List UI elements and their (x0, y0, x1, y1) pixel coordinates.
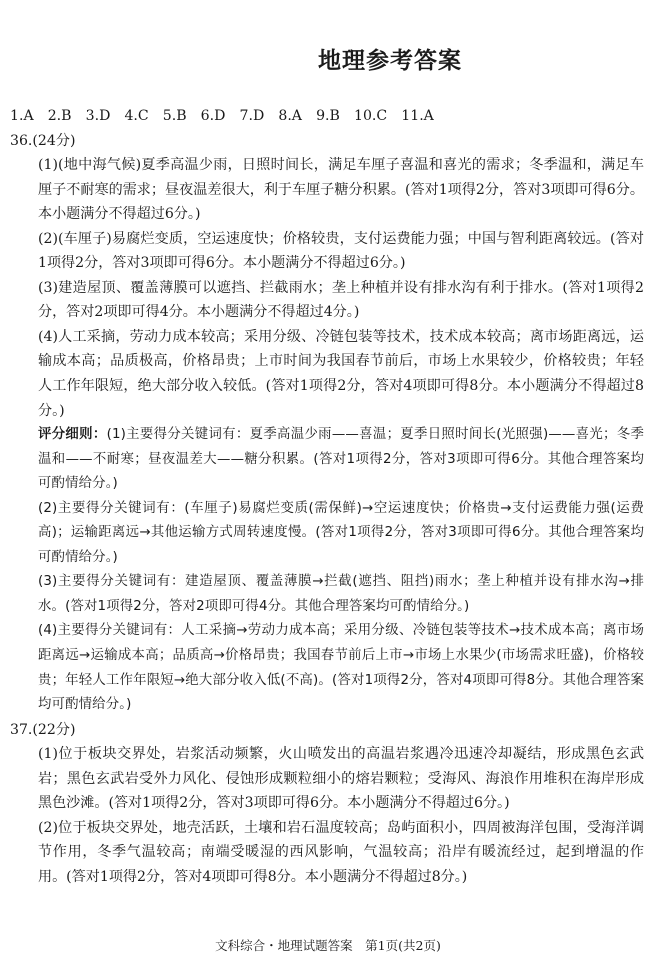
rubric-text-1: (1)主要得分关键词有：夏季高温少雨——喜温；夏季日照时间长(光照强)——喜光；冬季温和——不耐寒；昼夜温差大——糖分积累。(答对1项得2分，答对3项即可得6分。其他合理答案均可酌情给分。) (38, 427, 645, 492)
q36-rubric-3: (3)主要得分关键词有：建造屋顶、覆盖薄膜→拦截(遮挡、阻挡)雨水；垄上种植并设有排水沟→排水。(答对1项得2分，答对2项即可得4分。其他合理答案均可酌情给分。) (38, 574, 644, 614)
choice-answers: 1.A 2.B 3.D 4.C 5.B 6.D 7.D 8.A 9.B 10.C 11.A (10, 108, 434, 124)
q37-answer-1: (1)位于板块交界处，岩浆活动频繁，火山喷发出的高温岩浆遇冷迅速冷却凝结，形成黑色玄武岩；黑色玄武岩受外力风化、侵蚀形成颗粒细小的熔岩颗粒；受海风、海浪作用堆积在海岸形成黑色沙滩。(答对1项得2分，答对3项即可得6分。本小题满分不得超过6分。) (38, 746, 644, 812)
q36-header: 36.(24分) (10, 132, 76, 149)
q36-rubric-2: (2)主要得分关键词有：(车厘子)易腐烂变质(需保鲜)→空运速度快；价格贵→支付运费能力强(运费高)；运输距离远→其他运输方式周转速度慢。(答对1项得2分，答对3项即可得6分。其他合理答案均可酌情给分。) (38, 500, 644, 565)
q36-rubric-4: (4)主要得分关键词有：人工采摘→劳动力成本高；采用分级、冷链包装等技术→技术成本高；离市场距离远→运输成本高；品质高→价格昂贵；我国春节前后上市→市场上水果少(市场需求旺盛)，价格较贵；年轻人工作年限短→绝大部分收入低(不高)。(答对1项得2分，答对4项即可得8分。其他合理答案均可酌情给分。) (38, 623, 644, 713)
q36-answer-1: (1)(地中海气候)夏季高温少雨，日照时间长，满足车厘子喜温和喜光的需求；冬季温和，满足车厘子不耐寒的需求；昼夜温差很大，利于车厘子糖分积累。(答对1项得2分，答对3项即可得6分。本小题满分不得超过6分。) (38, 157, 644, 223)
rubric-label: 评分细则： (38, 427, 107, 443)
q36-rubric-1 (10, 423, 644, 497)
q37-header: 37.(22分) (10, 721, 76, 738)
page-footer: 文科综合・地理试题答案 第1页(共2页) (215, 938, 441, 953)
q37-answer-2: (2)位于板块交界处，地壳活跃，土壤和岩石温度较高；岛屿面积小，四周被海洋包围，受海洋调节作用，冬季气温较高；南端受暖湿的西风影响，气温较高；沿岸有暖流经过，起到增温的作用。(答对1项得2分，答对4项即可得8分。本小题满分不得超过8分。) (38, 819, 644, 885)
q36-answer-4: (4)人工采摘，劳动力成本较高；采用分级、冷链包装等技术，技术成本较高；离市场距离远，运输成本高；品质极高，价格昂贵；上市时间为我国春节前后，市场上水果较少，价格较贵；年轻人工作年限短，绝大部分收入较低。(答对1项得2分，答对4项即可得8分。本小题满分不得超过8分。) (38, 328, 644, 419)
answer-body (10, 104, 644, 890)
page-title: 地理参考答案 (318, 48, 462, 74)
q36-answer-3: (3)建造屋顶、覆盖薄膜可以遮挡、拦截雨水；垄上种植并设有排水沟有利于排水。(答对1项得2分，答对2项即可得4分。本小题满分不得超过4分。) (38, 279, 644, 321)
q36-answer-2: (2)(车厘子)易腐烂变质，空运速度快；价格较贵，支付运费能力强；中国与智利距离较远。(答对1项得2分，答对3项即可得6分。本小题满分不得超过6分。) (38, 230, 644, 272)
